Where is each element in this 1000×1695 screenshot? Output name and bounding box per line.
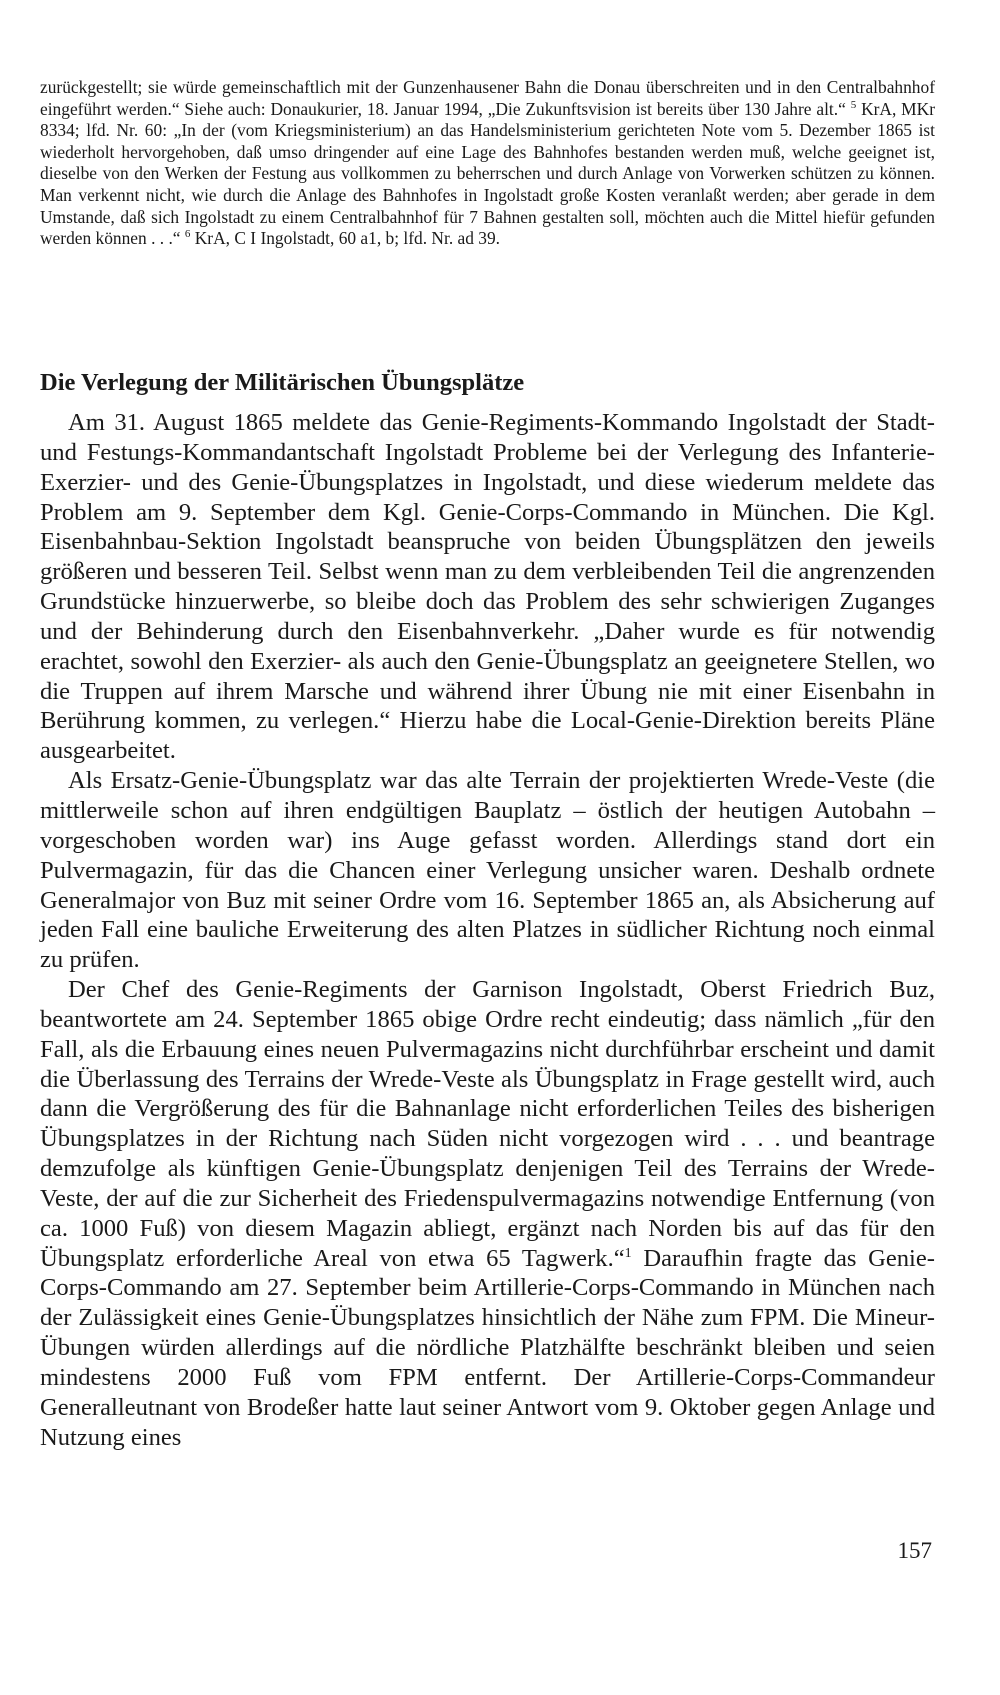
footnote-reference-1: 1 bbox=[624, 1245, 632, 1261]
footnote-6-text: KrA, C I Ingolstadt, 60 a1, b; lfd. Nr. ad 39. bbox=[194, 228, 501, 249]
paragraph-3 bbox=[40, 975, 935, 1453]
paragraph-1: Am 31. August 1865 meldete das Genie-Regiments-Kommando Ingolstadt der Stadt- und Festungs-Kommandantschaft Ingolstadt Probleme bei der Verlegung des Infanterie-Exerzier- und des Genie-Übungsplatzes in Ingolstadt, und diese wiederum meldete das Problem am 9. September dem Kgl. Genie-Corps-Commando in München. Die Kgl. Eisenbahnbau-Sektion Ingolstadt beanspruche von beiden Übungsplätzen den jeweils größeren und besseren Teil. Selbst wenn man zu dem verbleibenden Teil die angrenzenden Grundstücke hinzuerwerbe, so bleibe doch das Problem des sehr schwierigen Zuganges und der Behinderung durch den Eisenbahnverkehr. „Daher wurde es für notwendig erachtet, sowohl den Exerzier- als auch den Genie-Übungsplatz an geeignetere Stellen, wo die Truppen auf ihrem Marsche und während ihrer Übung nie mit einer Eisenbahn in Berührung kommen, zu verlegen.“ Hierzu habe die Local-Genie-Direktion bereits Pläne ausgearbeitet. bbox=[40, 409, 935, 765]
section-heading: Die Verlegung der Militärischen Übungsplätze bbox=[40, 369, 525, 396]
footnote-4-continuation: zurückgestellt; sie würde gemeinschaftlich mit der Gunzenhausener Bahn die Donau überschreiten und in den Centralbahnhof eingeführt werden.“ Siehe auch: Donaukurier, 18. Januar 1994, „Die Zukunftsvision ist bereits über 130 Jahre alt.“ bbox=[40, 77, 935, 119]
paragraph-3-part-a: Der Chef des Genie-Regiments der Garnison Ingolstadt, Oberst Friedrich Buz, beantwortete am 24. September 1865 obige Ordre recht eindeutig; dass nämlich „für den Fall, als die Erbauung eines neuen Pulvermagazins nicht durchführbar erscheint und damit die Überlassung des Terrains der Wrede-Veste als Übungsplatz in Frage gestellt wird, auch dann die Vergrößerung des für die Bahnanlage nicht erforderlichen Teiles des bisherigen Übungsplatzes in der Richtung nach Süden nicht vorgezogen wird . . . und beantrage demzufolge als künftigen Genie-Übungsplatz denjenigen Teil des Terrains der Wrede-Veste, der auf die zur Sicherheit des Friedenspulvermagazins notwendige Entfernung (von ca. 1000 Fuß) von diesem Magazin abliegt, ergänzt nach Norden bis auf das für den Übungsplatz erforderliche Areal von etwa 65 Tagwerk.“ bbox=[40, 976, 935, 1272]
paragraph-2: Als Ersatz-Genie-Übungsplatz war das alte Terrain der projektierten Wrede-Veste (die mittlerweile schon auf ihren endgültigen Bauplatz – östlich der heutigen Autobahn – vorgeschoben worden war) ins Auge gefasst worden. Allerdings stand dort ein Pulvermagazin, für das die Chancen einer Verlegung unsicher waren. Deshalb ordnete Generalmajor von Buz mit seiner Ordre vom 16. September 1865 an, als Absicherung auf jeden Fall eine bauliche Erweiterung des alten Platzes in südlicher Richtung noch einmal zu prüfen. bbox=[40, 767, 935, 974]
body-text bbox=[40, 408, 935, 1453]
footnote-marker-6: 6 bbox=[184, 228, 191, 241]
footnote-5-text: KrA, MKr 8334; lfd. Nr. 60: „In der (vom Kriegsministerium) an das Handelsministerium gerichteten Note vom 5. Dezember 1865 ist wiederholt hervorgehoben, daß umso dringender auf eine Lage des Bahnhofes bestanden werden muß, welche geeignet ist, dieselbe von den Werken der Festung aus vollkommen zu beherrschen und durch Anlage von Vorwerken schützen zu können. Man verkennt nicht, wie durch die Anlage des Bahnhofes in Ingolstadt große Kosten veranlaßt werden; aber gerade in dem Umstande, daß sich Ingolstadt zu einem Centralbahnhof für 7 Bahnen gestalten soll, möchten auch die Mittel hiefür gefunden werden können . . .“ bbox=[40, 98, 935, 249]
page-number: 157 bbox=[897, 1538, 932, 1563]
paragraph-3-part-b: Daraufhin fragte das Genie-Corps-Commando am 27. September beim Artillerie-Corps-Commando in München nach der Zulässigkeit eines Genie-Übungsplatzes hinsichtlich der Nähe zum FPM. Die Mineur-Übungen würden allerdings auf die nördliche Platzhälfte beschränkt bleiben und seien mindestens 2000 Fuß vom FPM entfernt. Der Artillerie-Corps-Commandeur Generalleutnant von Brodeßer hatte laut seiner Antwort vom 9. Oktober gegen Anlage und Nutzung eines bbox=[40, 1244, 935, 1451]
footnote-marker-5: 5 bbox=[850, 98, 857, 111]
footnotes-block bbox=[40, 77, 935, 250]
